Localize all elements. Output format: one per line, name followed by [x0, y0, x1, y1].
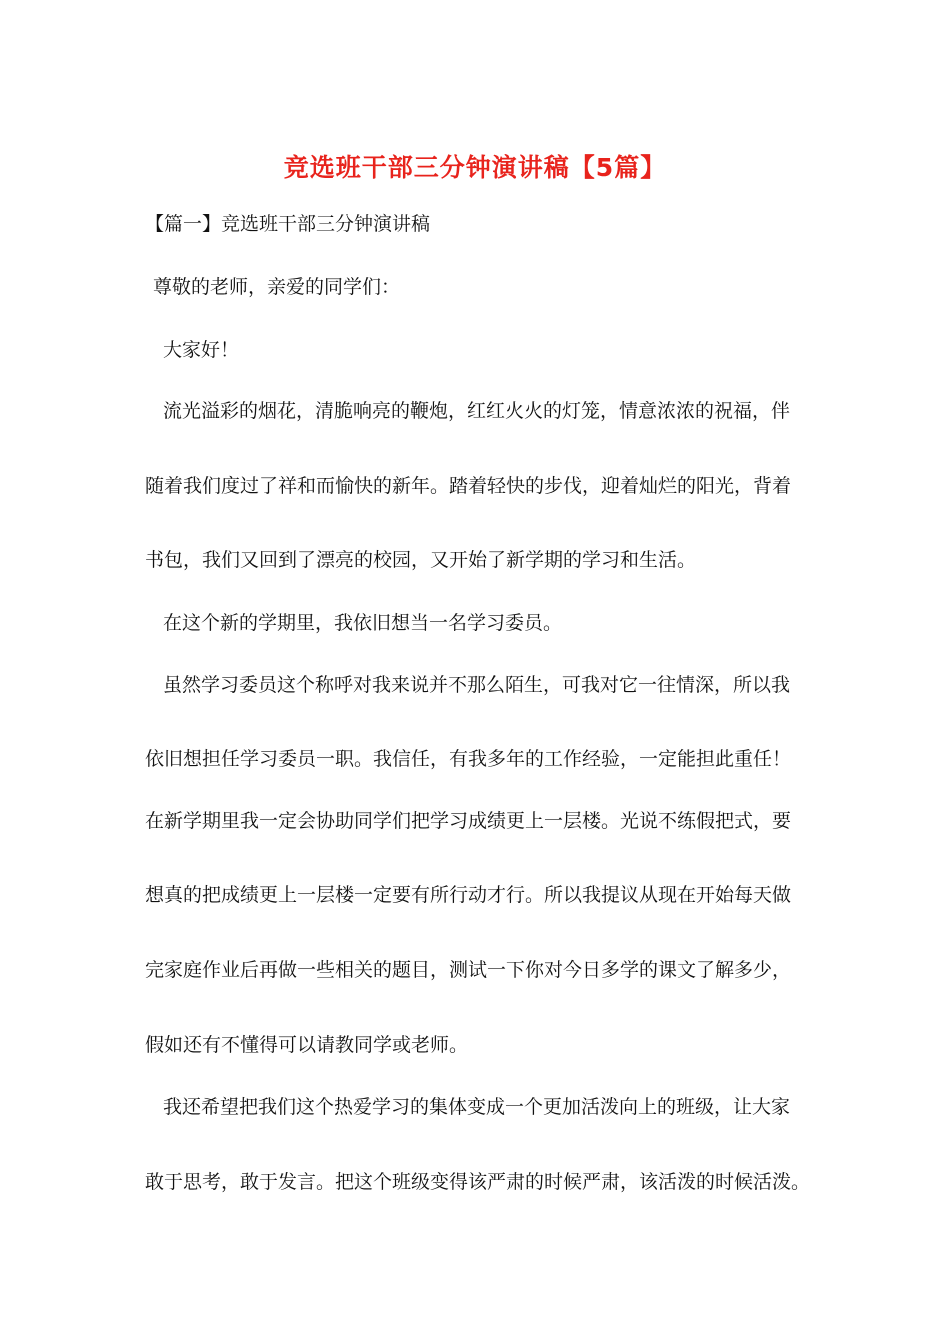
paragraph-line: 在这个新的学期里，我依旧想当一名学习委员。	[163, 612, 563, 634]
paragraph-line: 在新学期里我一定会协助同学们把学习成绩更上一层楼。光说不练假把式，要	[145, 810, 792, 832]
paragraph-line: 流光溢彩的烟花，清脆响亮的鞭炮，红红火火的灯笼，情意浓浓的祝福，伴	[163, 400, 791, 422]
paragraph-line: 随着我们度过了祥和而愉快的新年。踏着轻快的步伐，迎着灿烂的阳光，背着	[145, 475, 792, 497]
paragraph-line: 虽然学习委员这个称呼对我来说并不那么陌生，可我对它一往情深，所以我	[163, 674, 791, 696]
section-heading: 【篇一】竞选班干部三分钟演讲稿	[145, 213, 431, 235]
paragraph-line: 书包，我们又回到了漂亮的校园，又开始了新学期的学习和生活。	[145, 549, 697, 571]
greeting-line: 尊敬的老师，亲爱的同学们：	[153, 276, 401, 298]
paragraph-line: 想真的把成绩更上一层楼一定要有所行动才行。所以我提议从现在开始每天做	[145, 884, 792, 906]
paragraph-line: 我还希望把我们这个热爱学习的集体变成一个更加活泼向上的班级，让大家	[163, 1096, 791, 1118]
paragraph-line: 完家庭作业后再做一些相关的题目，测试一下你对今日多学的课文了解多少，	[145, 959, 792, 981]
paragraph-line: 假如还有不懂得可以请教同学或老师。	[145, 1034, 469, 1056]
paragraph-line: 敢于思考，敢于发言。把这个班级变得该严肃的时候严肃，该活泼的时候活泼。	[145, 1171, 811, 1193]
paragraph-line: 依旧想担任学习委员一职。我信任，有我多年的工作经验，一定能担此重任！	[145, 748, 792, 770]
salutation-line: 大家好！	[163, 339, 240, 361]
document-title: 竞选班干部三分钟演讲稿【5篇】	[283, 153, 667, 182]
